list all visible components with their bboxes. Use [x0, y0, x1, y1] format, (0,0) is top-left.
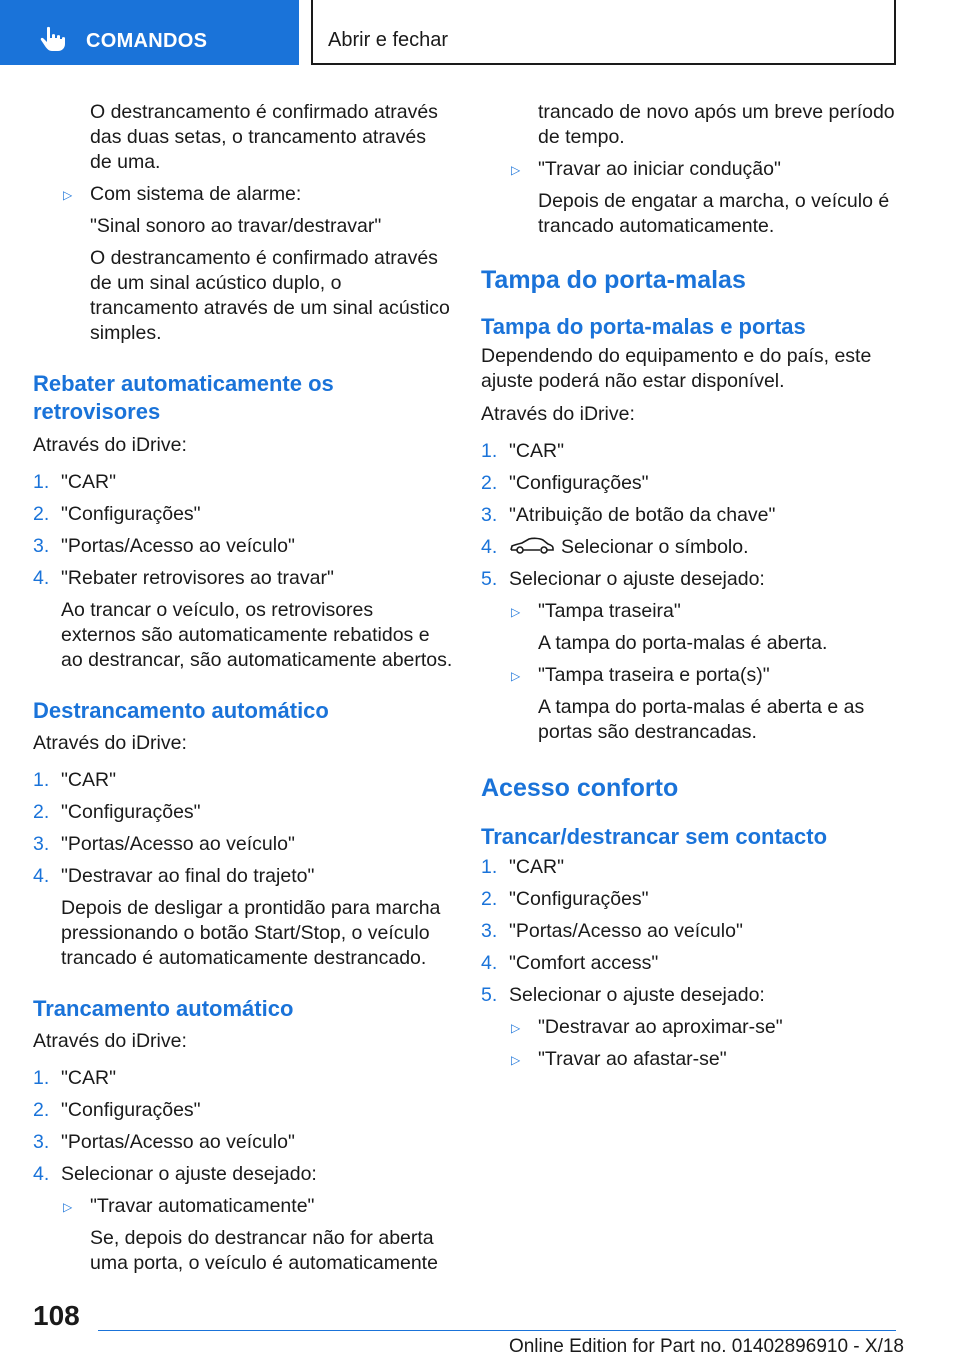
list-item: 1. "CAR": [33, 1067, 117, 1089]
list-item: 1. "CAR": [481, 440, 565, 462]
bullet-title: "Tampa traseira": [538, 600, 681, 622]
bullet-item: [481, 1015, 901, 1040]
bullet-item: [481, 157, 901, 182]
list-item: 4. Selecionar o símbolo.: [481, 536, 749, 558]
list-item: 2. "Configurações": [481, 888, 649, 910]
paragraph: Através do iDrive:: [481, 403, 635, 425]
bullet-item: [481, 1047, 901, 1072]
bullet-title: "Travar ao iniciar condução": [538, 158, 781, 180]
chapter-title: Abrir e fechar: [328, 29, 449, 51]
list-item: 4. "Rebater retrovisores ao travar": [33, 567, 334, 589]
list-item: 5. Selecionar o ajuste desejado:: [481, 568, 765, 590]
section-heading: Rebater automaticamente os retrovisores: [33, 371, 334, 424]
list-item: 2. "Configurações": [33, 801, 201, 823]
setting-name: "Sinal sonoro ao travar/destravar": [90, 215, 382, 237]
bullet-title: "Destravar ao aproximar-se": [538, 1016, 783, 1038]
list-item: 4. "Comfort access": [481, 952, 659, 974]
list-item: 4. "Destravar ao final do trajeto": [33, 865, 315, 887]
section-heading: Trancar/destrancar sem contacto: [481, 824, 828, 849]
list-item: 4. Selecionar o ajuste desejado:: [33, 1163, 317, 1185]
paragraph: Depois de engatar a marcha, o veículo é trancado automaticamente.: [538, 190, 890, 237]
chapter-box: [311, 0, 896, 65]
list-item: 3. "Portas/Acesso ao veículo": [33, 1131, 295, 1153]
paragraph: Através do iDrive:: [33, 434, 187, 456]
triangle-right-icon: ▷: [511, 605, 521, 619]
list-item: 3. "Portas/Acesso ao veículo": [33, 833, 295, 855]
numbered-list: [33, 1066, 453, 1187]
numbered-list: [33, 470, 453, 591]
list-item: 2. "Configurações": [481, 472, 649, 494]
numbered-list: [481, 439, 901, 592]
left-column: [33, 100, 453, 1276]
list-item: 1. "CAR": [33, 769, 117, 791]
numbered-list: [481, 855, 901, 1008]
triangle-right-icon: ▷: [511, 669, 521, 683]
right-column: [481, 100, 901, 1072]
paragraph: Se, depois do destrancar não for aberta uma porta, o veículo é automaticamente: [90, 1227, 438, 1274]
bullet-title: "Travar automaticamente": [90, 1195, 315, 1217]
paragraph: A tampa do porta-malas é aberta.: [538, 632, 828, 654]
car-silhouette-icon: [509, 537, 555, 555]
bullet-item: [481, 599, 901, 624]
bullet-item: [33, 182, 453, 207]
section-heading: Tampa do porta-malas e portas: [481, 314, 806, 339]
section-title: COMANDOS: [86, 30, 208, 52]
paragraph: trancado de novo após um breve período de tempo.: [538, 101, 895, 148]
paragraph: Através do iDrive:: [33, 1030, 187, 1052]
list-item: 1. "CAR": [481, 856, 565, 878]
bullet-item: [481, 663, 901, 688]
triangle-right-icon: ▷: [511, 163, 521, 177]
list-item: 1. "CAR": [33, 471, 117, 493]
chapter-heading: Tampa do porta-malas: [481, 266, 746, 294]
list-item: 3. "Atribuição de botão da chave": [481, 504, 776, 526]
hand-touch-icon: [38, 26, 68, 52]
paragraph: Depois de desligar a prontidão para marcha pressionando o botão Start/Stop, o veículo trancado é automaticamente destrancado.: [61, 897, 441, 969]
triangle-right-icon: ▷: [511, 1053, 521, 1067]
bullet-title: "Tampa traseira e porta(s)": [538, 664, 770, 686]
section-heading: Trancamento automático: [33, 996, 294, 1021]
bullet-item: [33, 1194, 453, 1219]
list-item: 5. Selecionar o ajuste desejado:: [481, 984, 765, 1006]
footer-divider: [98, 1330, 896, 1331]
paragraph: O destrancamento é confirmado através das duas setas, o trancamento através de uma.: [90, 101, 438, 173]
page-number: 108: [33, 1300, 80, 1331]
list-item: 2. "Configurações": [33, 1099, 201, 1121]
bullet-title: "Travar ao afastar-se": [538, 1048, 727, 1070]
chapter-heading: Acesso conforto: [481, 774, 679, 802]
triangle-right-icon: ▷: [63, 188, 73, 202]
paragraph: Dependendo do equipamento e do país, este ajuste poderá não estar disponível.: [481, 345, 872, 392]
triangle-right-icon: ▷: [511, 1021, 521, 1035]
edition-note: Online Edition for Part no. 01402896910 - X/18: [508, 1336, 904, 1357]
list-item: 3. "Portas/Acesso ao veículo": [481, 920, 743, 942]
section-tab: [0, 0, 299, 65]
list-item: 2. "Configurações": [33, 503, 201, 525]
paragraph: Ao trancar o veículo, os retrovisores externos são automaticamente rebatidos e ao destrancar, são automaticamente abertos.: [61, 599, 453, 671]
section-heading: Destrancamento automático: [33, 698, 329, 723]
paragraph: A tampa do porta-malas é aberta e as portas são destrancadas.: [538, 696, 865, 743]
paragraph: Através do iDrive:: [33, 732, 187, 754]
list-item: 3. "Portas/Acesso ao veículo": [33, 535, 295, 557]
paragraph: O destrancamento é confirmado através de um sinal acústico duplo, o trancamento através de um sinal acústico simples.: [90, 247, 450, 344]
numbered-list: [33, 768, 453, 889]
triangle-right-icon: ▷: [63, 1200, 73, 1214]
bullet-title: Com sistema de alarme:: [90, 183, 302, 205]
